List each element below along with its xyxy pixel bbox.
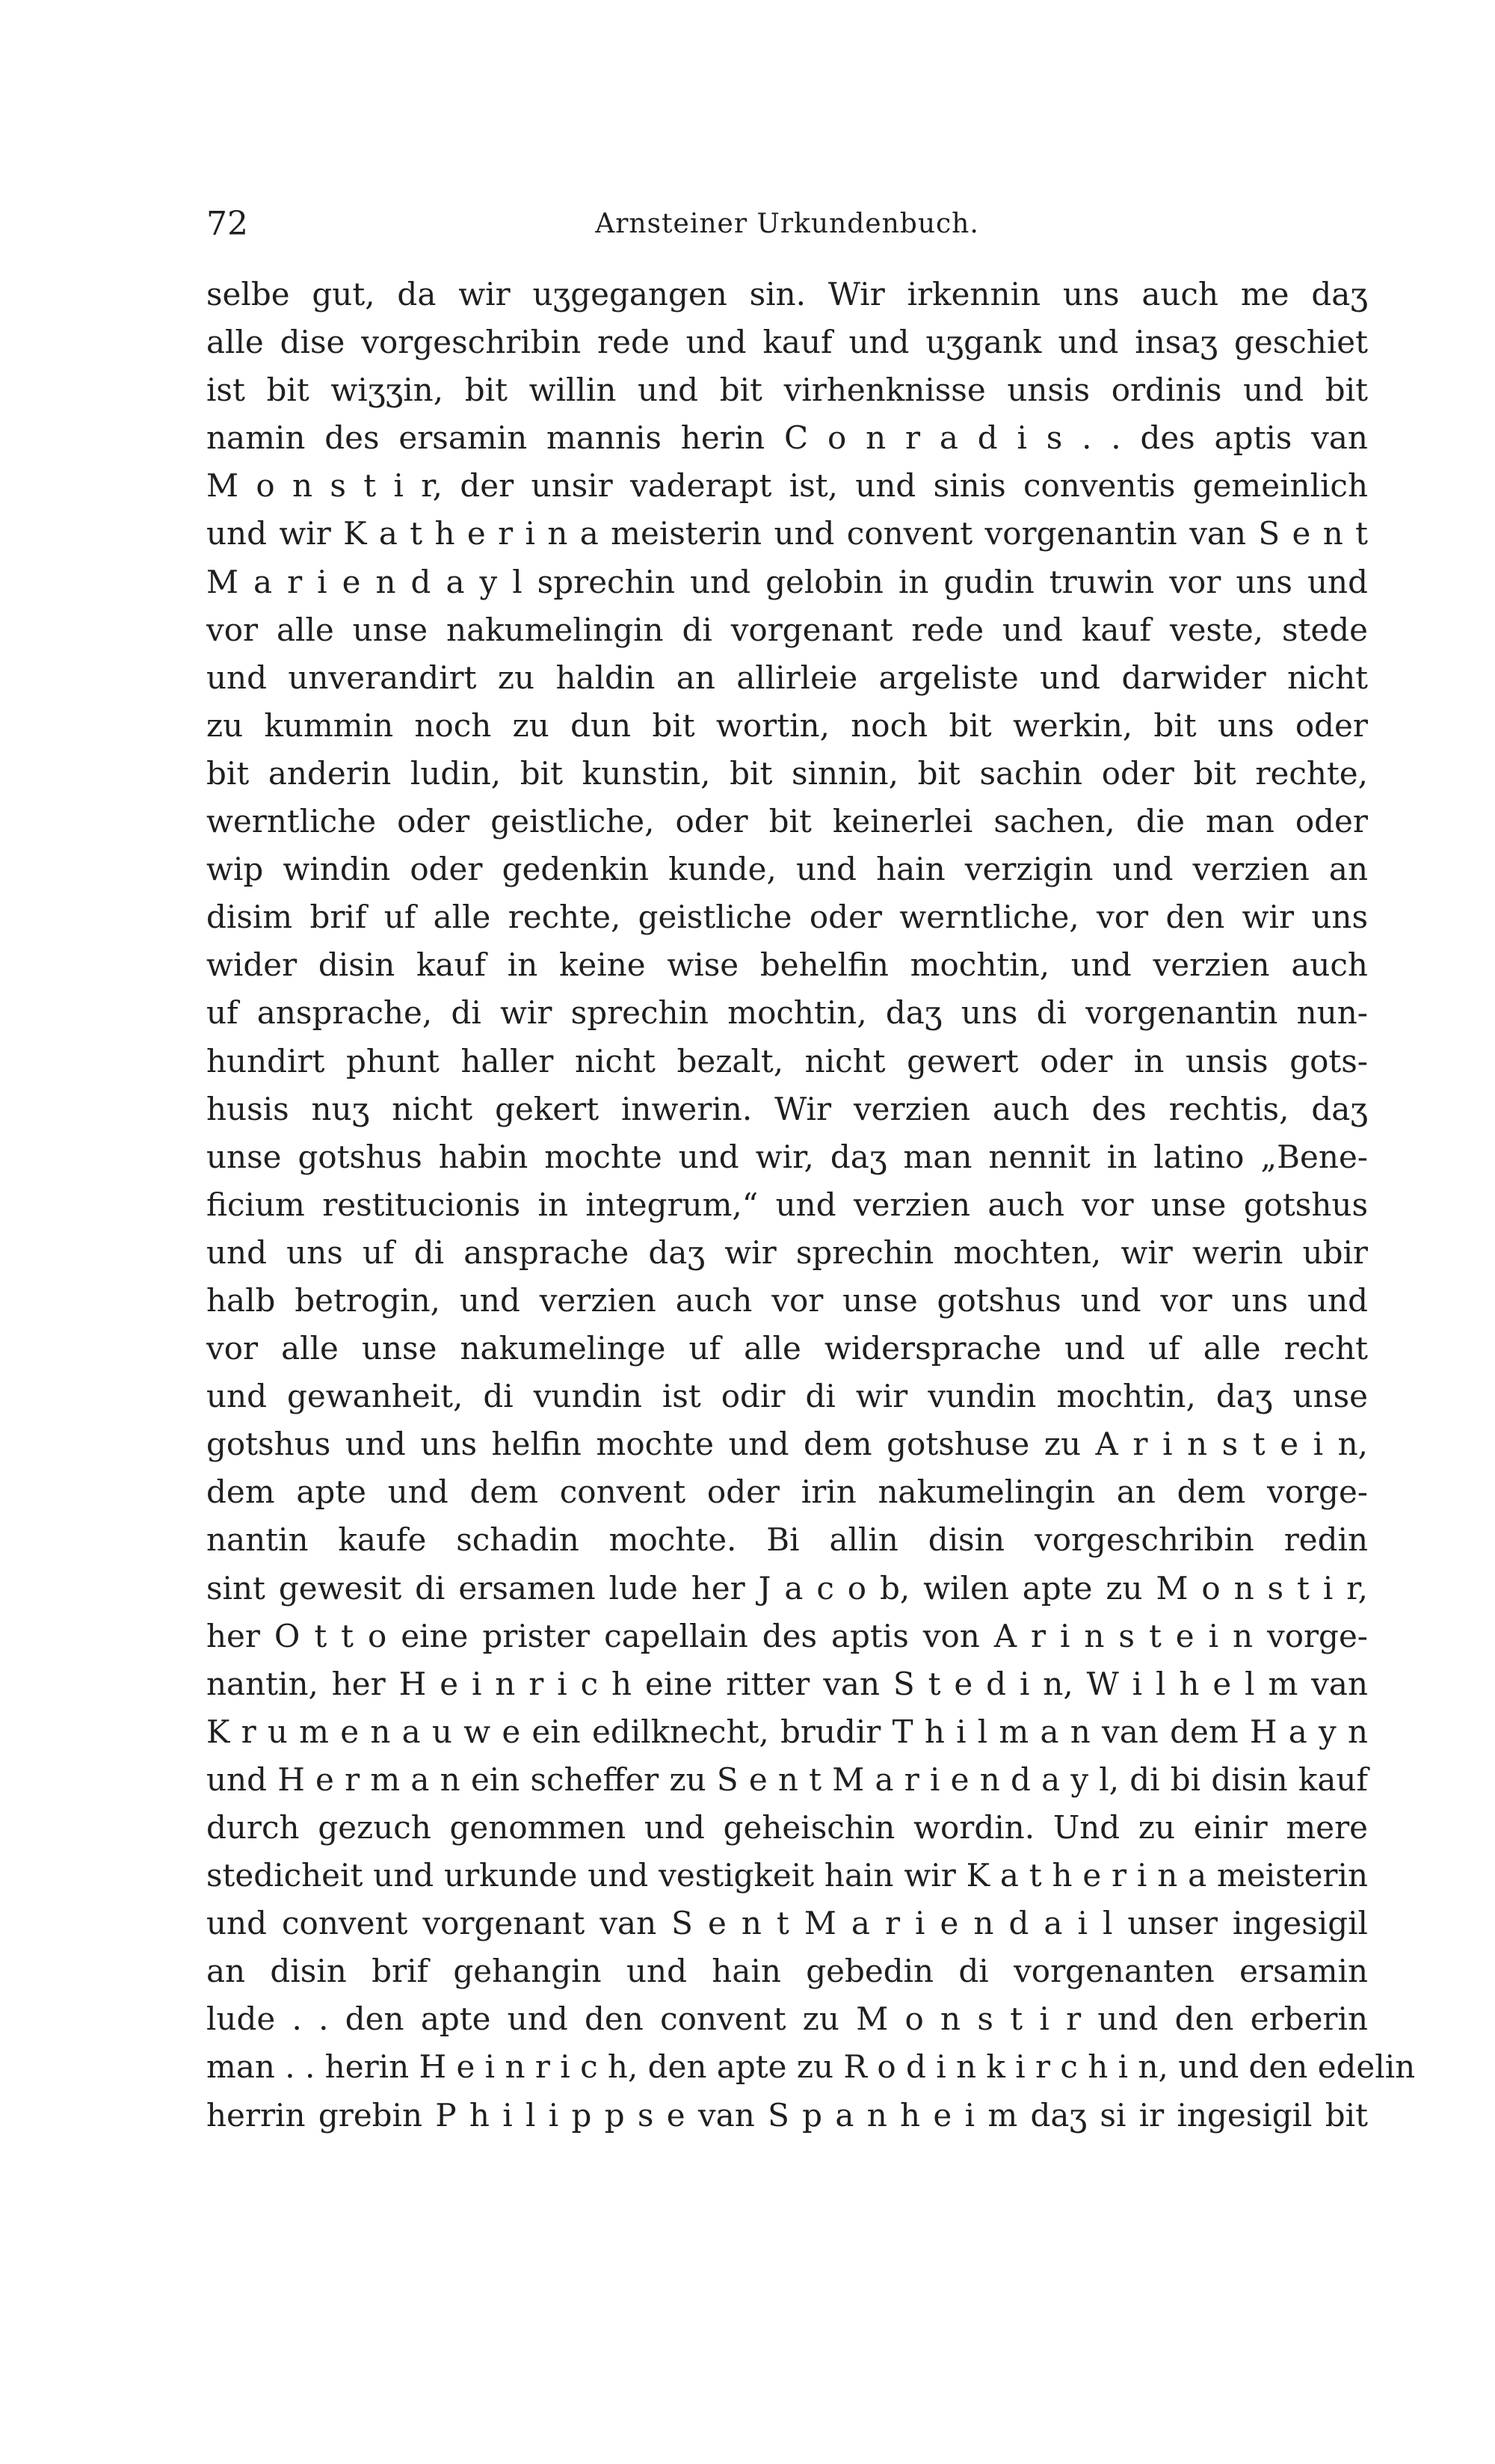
text-line: ist bit wiʒʒin, bit willin und bit virhenknisse unsis ordinis und bit xyxy=(206,372,1368,409)
text-line: M a r i e n d a y l sprechin und gelobin in gudin truwin vor uns und xyxy=(206,563,1368,600)
body-text xyxy=(206,271,1416,2140)
text-line: namin des ersamin mannis herin C o n r a d i s . . des aptis van xyxy=(206,419,1368,457)
text-line: ficium restitucionis in integrum,“ und verzien auch vor unse gotshus xyxy=(206,1186,1368,1223)
text-line: halb betrogin, und verzien auch vor unse gotshus und vor uns und xyxy=(206,1281,1368,1319)
text-line: dem apte und dem convent oder irin nakumelingin an dem vorge- xyxy=(206,1473,1368,1511)
text-line: M o n s t i r, der unsir vaderapt ist, und sinis conventis gemeinlich xyxy=(206,467,1368,505)
text-line: alle dise vorgeschribin rede und kauf und uʒgank und insaʒ geschiet xyxy=(206,324,1368,361)
text-line: gotshus und uns helfin mochte und dem gotshuse zu A r i n s t e i n, xyxy=(206,1426,1368,1463)
text-line: vor alle unse nakumelingin di vorgenant rede und kauf veste, stede xyxy=(206,611,1368,648)
text-line: bit anderin ludin, bit kunstin, bit sinnin, bit sachin oder bit rechte, xyxy=(206,754,1368,792)
page-header xyxy=(206,202,1368,247)
text-line: lude . . den apte und den convent zu M o n s t i r und den erberin xyxy=(206,2001,1368,2038)
text-line: sint gewesit di ersamen lude her J a c o b, wilen apte zu M o n s t i r, xyxy=(206,1569,1368,1607)
text-line: und convent vorgenant van S e n t M a r i e n d a i l unser ingesigil xyxy=(206,1905,1368,1942)
text-line: husis nuʒ nicht gekert inwerin. Wir verzien auch des rechtis, daʒ xyxy=(206,1090,1368,1127)
text-line: durch gezuch genommen und geheischin wordin. Und zu einir mere xyxy=(206,1809,1368,1846)
text-line: und uns uf di ansprache daʒ wir sprechin mochten, wir werin ubir xyxy=(206,1233,1368,1271)
text-line: disim brif uf alle rechte, geistliche oder werntliche, vor den wir uns xyxy=(206,899,1368,936)
text-line: stedicheit und urkunde und vestigkeit hain wir K a t h e r i n a meisterin xyxy=(206,1857,1368,1894)
text-line: wider disin kauf in keine wise behelfin mochtin, und verzien auch xyxy=(206,946,1368,984)
running-title: Arnsteiner Urkundenbuch. xyxy=(595,209,979,239)
text-line: zu kummin noch zu dun bit wortin, noch bit werkin, bit uns oder xyxy=(206,706,1368,744)
text-line: nantin kaufe schadin mochte. Bi allin disin vorgeschribin redin xyxy=(206,1521,1368,1559)
text-line: uf ansprache, di wir sprechin mochtin, daʒ uns di vorgenantin nun- xyxy=(206,994,1368,1032)
text-line: wip windin oder gedenkin kunde, und hain verzigin und verzien an xyxy=(206,851,1368,888)
text-line: unse gotshus habin mochte und wir, daʒ man nennit in latino „Bene- xyxy=(206,1138,1368,1175)
text-line: und gewanheit, di vundin ist odir di wir vundin mochtin, daʒ unse xyxy=(206,1378,1368,1415)
text-line: man . . herin H e i n r i c h, den apte zu R o d i n k i r c h i n, und den edelin xyxy=(206,2048,1416,2086)
text-line: selbe gut, da wir uʒgegangen sin. Wir irkennin uns auch me daʒ xyxy=(206,276,1368,312)
text-line: herrin grebin P h i l i p p s e van S p a n h e i m daʒ si ir ingesigil bit xyxy=(206,2096,1368,2134)
text-line: und unverandirt zu haldin an allirleie argeliste und darwider nicht xyxy=(206,659,1368,696)
text-line: her O t t o eine prister capellain des aptis von A r i n s t e i n vorge- xyxy=(206,1617,1368,1654)
text-line: an disin brif gehangin und hain gebedin di vorgenanten ersamin xyxy=(206,1953,1368,1990)
text-line: und wir K a t h e r i n a meisterin und convent vorgenantin van S e n t xyxy=(206,515,1368,552)
text-line: vor alle unse nakumelinge uf alle widersprache und uf alle recht xyxy=(206,1330,1368,1367)
text-line: werntliche oder geistliche, oder bit keinerlei sachen, die man oder xyxy=(206,803,1368,840)
text-line: nantin, her H e i n r i c h eine ritter van S t e d i n, W i l h e l m van xyxy=(206,1665,1368,1702)
text-line: K r u m e n a u w e ein edilknecht, brudir T h i l m a n van dem H a y n xyxy=(206,1713,1368,1750)
text-line: und H e r m a n ein scheffer zu S e n t M a r i e n d a y l, di bi disin kauf xyxy=(206,1761,1368,1798)
text-line: hundirt phunt haller nicht bezalt, nicht gewert oder in unsis gots- xyxy=(206,1042,1368,1079)
page-number: 72 xyxy=(206,205,248,243)
